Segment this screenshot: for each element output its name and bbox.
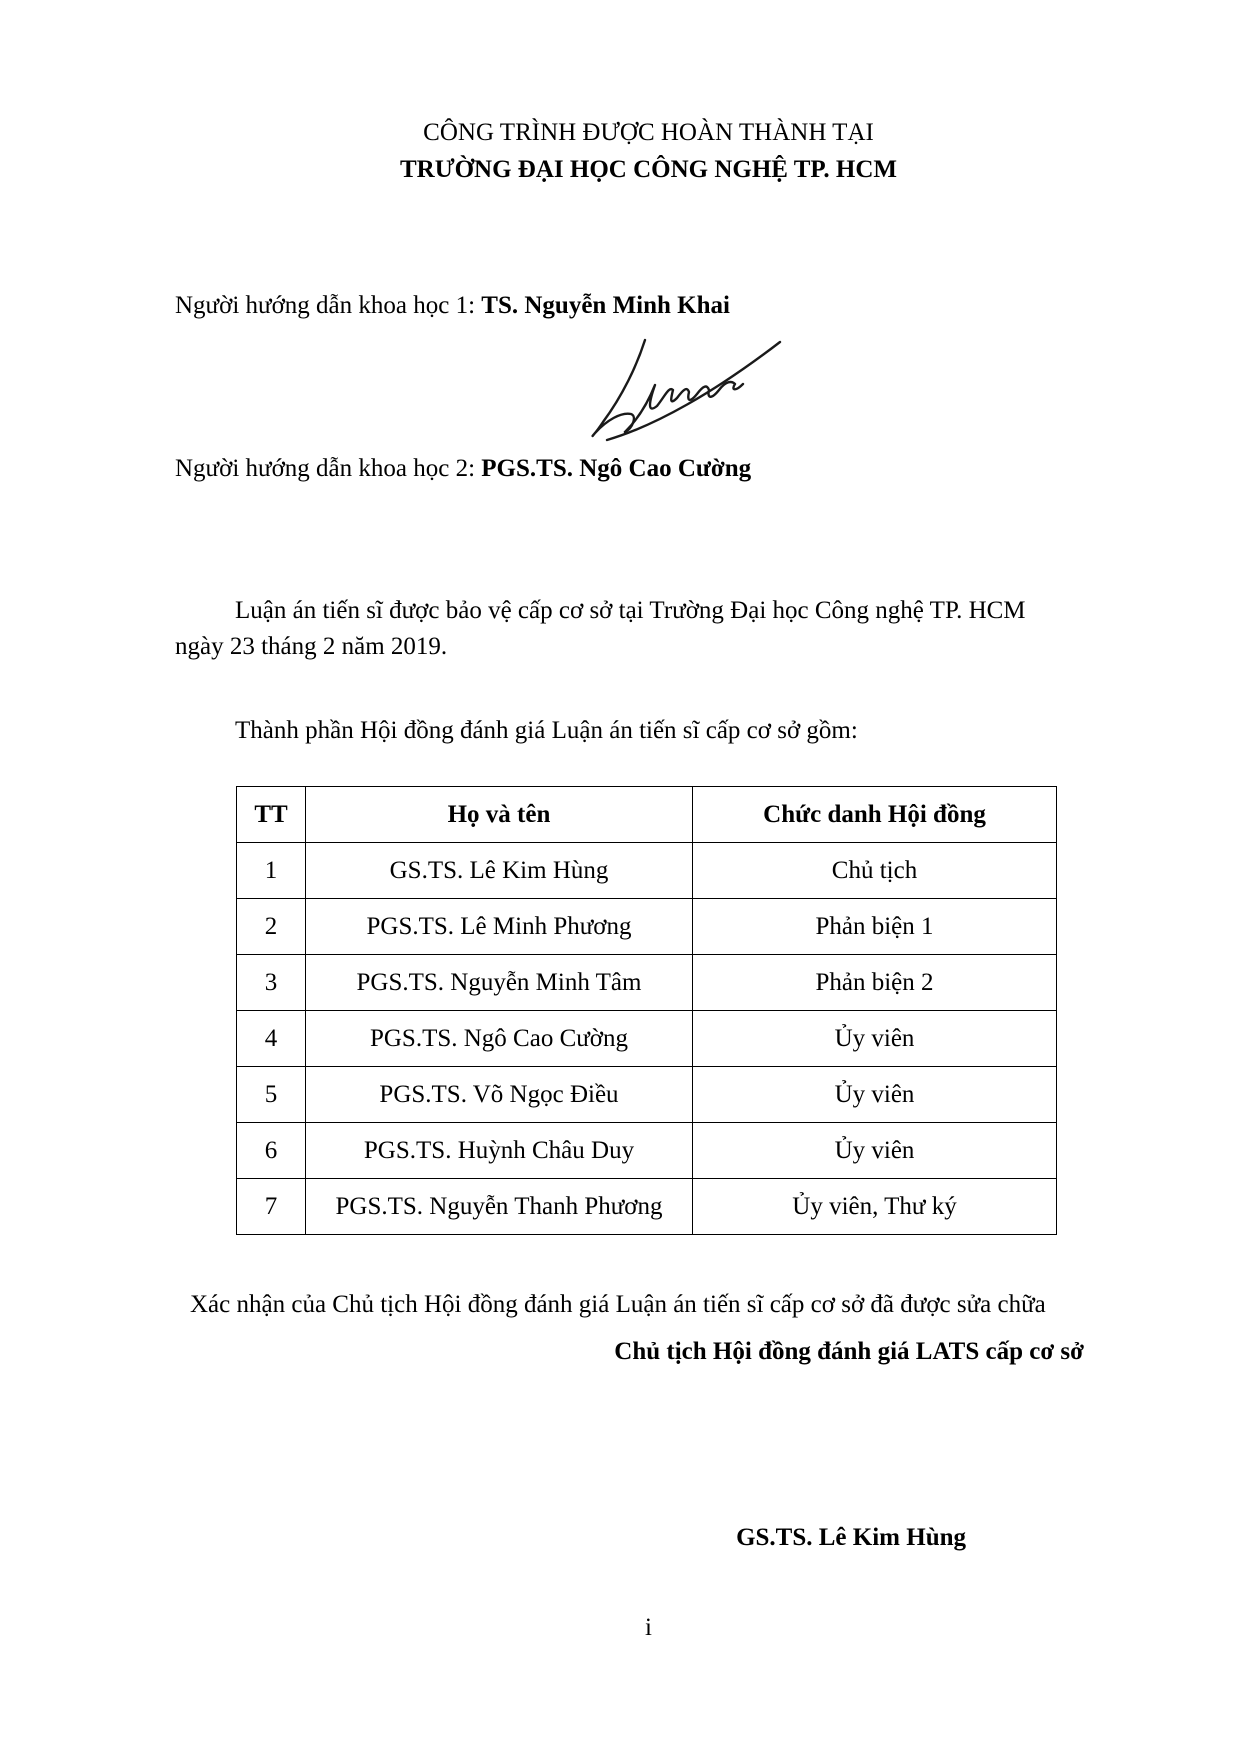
committee-intro: Thành phần Hội đồng đánh giá Luận án tiến sĩ cấp cơ sở gồm: bbox=[235, 717, 858, 744]
chair-title: Chủ tịch Hội đồng đánh giá LATS cấp cơ sở bbox=[614, 1338, 1084, 1365]
page-number: i bbox=[645, 1614, 652, 1641]
cell-role: Phản biện 1 bbox=[693, 899, 1057, 955]
table-header-row bbox=[237, 787, 1057, 843]
defense-line-1: Luận án tiến sĩ được bảo vệ cấp cơ sở tại Trường Đại học Công nghệ TP. HCM bbox=[235, 597, 1026, 624]
advisor-2-label: Người hướng dẫn khoa học 2: bbox=[175, 455, 482, 482]
cell-tt: 7 bbox=[237, 1179, 306, 1235]
cell-name: PGS.TS. Võ Ngọc Điều bbox=[306, 1067, 693, 1123]
table-row bbox=[237, 1179, 1057, 1235]
cell-tt: 4 bbox=[237, 1011, 306, 1067]
cell-tt: 1 bbox=[237, 843, 306, 899]
cell-tt: 6 bbox=[237, 1123, 306, 1179]
cell-tt: 5 bbox=[237, 1067, 306, 1123]
cell-role: Ủy viên bbox=[693, 1011, 1057, 1067]
cell-tt: 3 bbox=[237, 955, 306, 1011]
advisor-2-name: PGS.TS. Ngô Cao Cường bbox=[481, 455, 752, 482]
cell-role: Chủ tịch bbox=[693, 843, 1057, 899]
header-tt: TT bbox=[237, 787, 306, 843]
advisor-1-label: Người hướng dẫn khoa học 1: bbox=[175, 292, 482, 319]
advisor-1-name: TS. Nguyễn Minh Khai bbox=[481, 292, 730, 319]
table-row bbox=[237, 1067, 1057, 1123]
header-line-1: CÔNG TRÌNH ĐƯỢC HOÀN THÀNH TẠI bbox=[423, 119, 874, 146]
table-row bbox=[237, 843, 1057, 899]
cell-role: Ủy viên bbox=[693, 1123, 1057, 1179]
cell-role: Phản biện 2 bbox=[693, 955, 1057, 1011]
confirmation-text: Xác nhận của Chủ tịch Hội đồng đánh giá Luận án tiến sĩ cấp cơ sở đã được sửa chữa bbox=[190, 1291, 1046, 1318]
defense-line-2: ngày 23 tháng 2 năm 2019. bbox=[175, 633, 448, 660]
committee-table bbox=[236, 786, 1057, 1235]
cell-name: PGS.TS. Nguyễn Minh Tâm bbox=[306, 955, 693, 1011]
advisor-2-line bbox=[175, 454, 751, 484]
advisor-1-line bbox=[175, 291, 730, 321]
cell-role: Ủy viên bbox=[693, 1067, 1057, 1123]
cell-name: PGS.TS. Lê Minh Phương bbox=[306, 899, 693, 955]
signature-icon bbox=[585, 330, 785, 445]
table-row bbox=[237, 955, 1057, 1011]
cell-name: PGS.TS. Nguyễn Thanh Phương bbox=[306, 1179, 693, 1235]
cell-name: GS.TS. Lê Kim Hùng bbox=[306, 843, 693, 899]
table-row bbox=[237, 899, 1057, 955]
header-name: Họ và tên bbox=[306, 787, 693, 843]
table-row bbox=[237, 1011, 1057, 1067]
cell-role: Ủy viên, Thư ký bbox=[693, 1179, 1057, 1235]
table-row bbox=[237, 1123, 1057, 1179]
cell-tt: 2 bbox=[237, 899, 306, 955]
header-role: Chức danh Hội đồng bbox=[693, 787, 1057, 843]
header-line-2: TRƯỜNG ĐẠI HỌC CÔNG NGHỆ TP. HCM bbox=[399, 156, 898, 183]
cell-name: PGS.TS. Ngô Cao Cường bbox=[306, 1011, 693, 1067]
chair-name: GS.TS. Lê Kim Hùng bbox=[736, 1524, 966, 1551]
cell-name: PGS.TS. Huỳnh Châu Duy bbox=[306, 1123, 693, 1179]
